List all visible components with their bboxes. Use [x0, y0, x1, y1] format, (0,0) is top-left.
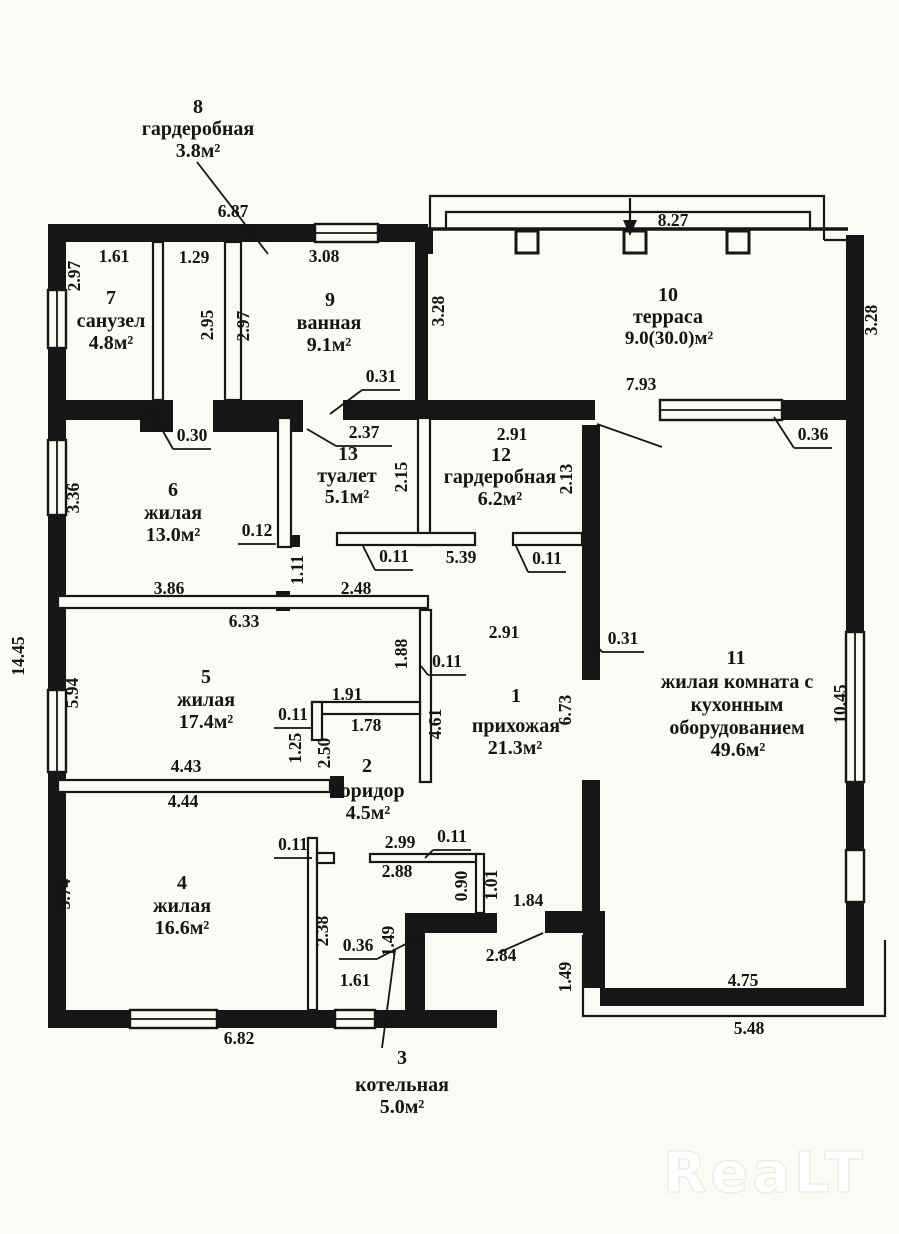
dim-250: 2.50	[314, 737, 334, 769]
room-8-name: гардеробная	[141, 118, 255, 140]
partition	[513, 533, 582, 545]
room-7-number: 7	[106, 287, 116, 309]
room-2-name: коридор	[329, 780, 405, 802]
dim-bottom-width: 6.82	[223, 1028, 255, 1048]
window	[335, 1010, 375, 1028]
partition	[312, 702, 322, 740]
room-7-area: 4.8м²	[88, 332, 134, 354]
dim-shelf-011-b: 0.11	[532, 548, 562, 568]
door-opening	[595, 398, 660, 422]
room-8-area: 3.8м²	[175, 140, 221, 162]
room-4-name: жилая	[152, 895, 212, 917]
terrace-post-left	[424, 228, 433, 254]
window	[130, 1010, 217, 1028]
dim-pier-030: 0.30	[176, 425, 208, 445]
room-10-number: 10	[658, 284, 678, 306]
room-11-name-line2: кухонным	[690, 694, 784, 716]
dim-terrace-top: 8.27	[657, 210, 689, 230]
dim-wall-031-bath: 0.31	[365, 366, 397, 386]
partition	[153, 242, 163, 400]
room-label-6	[144, 479, 202, 546]
wall-segment	[582, 425, 600, 680]
terrace-post	[727, 231, 749, 253]
dim-188: 1.88	[391, 638, 411, 670]
label-leader-boiler	[382, 950, 395, 1048]
room-12-name: гардеробная	[443, 466, 557, 488]
room-6-area: 13.0м²	[145, 524, 201, 546]
wall-segment	[582, 780, 600, 913]
room-1-name: прихожая	[471, 715, 561, 737]
dim-125: 1.25	[285, 732, 305, 764]
room-13-name: туалет	[317, 465, 377, 487]
room-13-area: 5.1м²	[324, 486, 370, 508]
dim-386: 3.86	[153, 578, 185, 598]
wall-segment	[545, 911, 605, 933]
dim-191: 1.91	[331, 684, 363, 704]
dim-011-room4: 0.11	[278, 834, 308, 854]
room-4-area: 16.6м²	[154, 917, 210, 939]
dim-444: 4.44	[167, 791, 199, 811]
dim-room11-right: 10.45	[830, 684, 850, 724]
dim-011-boiler: 0.11	[437, 826, 467, 846]
room-6-name: жилая	[143, 502, 203, 524]
terrace-corner	[846, 235, 864, 252]
room-11-number: 11	[726, 647, 746, 669]
dim-461: 4.61	[425, 708, 445, 740]
room-6-number: 6	[168, 479, 178, 501]
dim-leader	[774, 417, 794, 448]
dim-184: 1.84	[512, 890, 544, 910]
dim-room7-width: 1.61	[98, 246, 130, 266]
dim-011-room5: 0.11	[278, 704, 308, 724]
dim-wall-031-hall: 0.31	[607, 628, 639, 648]
room-label-11	[661, 647, 814, 761]
room-label-4	[153, 872, 211, 939]
dim-terrace-left: 3.28	[428, 295, 448, 327]
room-3-area: 5.0м²	[379, 1096, 425, 1118]
dim-room5-top: 6.33	[228, 611, 260, 631]
dim-room6-left: 3.36	[63, 482, 83, 514]
wall-segment	[415, 242, 428, 400]
partition	[312, 702, 420, 714]
room-label-1	[472, 685, 560, 759]
dim-top-width: 6.87	[217, 201, 249, 221]
room-2-number: 2	[362, 755, 372, 777]
dim-090: 0.90	[451, 870, 471, 902]
room-label-2	[329, 755, 404, 824]
dim-036-terrace: 0.36	[797, 424, 829, 444]
room-10-name: терраса	[632, 306, 704, 328]
terrace-post	[516, 231, 538, 253]
dim-299: 2.99	[384, 832, 416, 852]
door-swing	[597, 424, 662, 447]
dim-hall-539: 5.39	[445, 547, 477, 567]
room-9-name: ванная	[296, 312, 362, 334]
room-12-number: 12	[491, 444, 511, 466]
wall-segment	[600, 988, 864, 1006]
dim-door-111: 1.11	[287, 555, 307, 585]
room-11-area: 49.6м²	[710, 739, 766, 761]
room-label-7	[77, 287, 146, 354]
dim-101: 1.01	[481, 869, 501, 901]
room-11-name-line1: жилая комната с	[660, 671, 814, 693]
dim-room8-height: 2.95	[197, 309, 217, 341]
dim-leader	[307, 429, 336, 446]
room-10-area: 9.0(30.0)м²	[624, 328, 714, 349]
dim-room4-left: 3.74	[54, 878, 74, 910]
room-label-12	[444, 444, 557, 510]
dim-hall-right: 6.73	[555, 694, 575, 726]
room-3-name: котельная	[355, 1074, 449, 1096]
partition	[317, 853, 334, 863]
dim-room7-height: 2.97	[64, 260, 84, 292]
partition	[418, 418, 430, 545]
wall-segment	[405, 933, 425, 1010]
dim-161-bottom: 1.61	[339, 970, 371, 990]
wall-segment	[140, 420, 173, 432]
partition	[278, 418, 291, 547]
room-label-13	[317, 443, 377, 508]
room-5-number: 5	[201, 666, 211, 688]
room-12-area: 6.2м²	[477, 488, 523, 510]
room-label-3	[355, 1047, 449, 1118]
dim-288: 2.88	[381, 861, 413, 881]
dim-036-boiler: 0.36	[342, 935, 374, 955]
wall-segment	[405, 913, 497, 933]
room-3-number: 3	[397, 1047, 407, 1069]
door-opening	[303, 398, 343, 422]
wall-segment	[48, 1010, 497, 1028]
window	[846, 850, 864, 902]
room-5-name: жилая	[176, 689, 236, 711]
partition	[420, 610, 431, 782]
dim-room12-height: 2.13	[556, 463, 576, 495]
room-7-name: санузел	[76, 310, 146, 332]
dim-room13-height: 2.15	[391, 461, 411, 493]
dim-room8-width: 1.29	[178, 247, 210, 267]
room-2-area: 4.5м²	[345, 802, 391, 824]
partition	[58, 596, 428, 608]
room-13-number: 13	[338, 443, 358, 465]
window	[48, 290, 66, 348]
dim-terrace-right: 3.28	[861, 304, 881, 336]
dim-248: 2.48	[340, 578, 372, 598]
dim-leader	[516, 546, 528, 572]
room-label-8	[142, 96, 255, 162]
dim-terrace-bottom: 7.93	[625, 374, 657, 394]
dim-room9-height: 2.97	[233, 310, 253, 342]
room-9-number: 9	[325, 289, 335, 311]
room-5-area: 17.4м²	[178, 711, 234, 733]
wall-segment	[583, 933, 605, 988]
dim-011-hall: 0.11	[432, 651, 462, 671]
dim-149-boiler: 1.49	[378, 925, 398, 957]
dim-room12-width: 2.91	[496, 424, 528, 444]
room-1-number: 1	[511, 685, 521, 707]
terrace-post	[624, 231, 646, 253]
dim-leader	[363, 546, 375, 570]
window	[315, 224, 378, 242]
dim-hall-291: 2.91	[488, 622, 520, 642]
window	[660, 400, 782, 420]
room-8-number: 8	[193, 96, 203, 118]
dim-room13-width: 2.37	[348, 422, 380, 442]
dim-house-left: 14.45	[8, 636, 28, 676]
dim-porch-inner: 4.75	[727, 970, 759, 990]
dim-284: 2.84	[485, 945, 517, 965]
room-label-10	[625, 284, 714, 349]
terrace-outline	[426, 196, 864, 253]
dim-shelf-011-a: 0.11	[379, 546, 409, 566]
room-11-name-line3: оборудованием	[669, 717, 805, 739]
room-1-area: 21.3м²	[487, 737, 543, 759]
realt-watermark: ReaLT	[663, 1141, 867, 1206]
dim-wall-012: 0.12	[241, 520, 273, 540]
room-label-5	[177, 666, 235, 733]
dim-porch-outer: 5.48	[733, 1018, 765, 1038]
dim-room9-width: 3.08	[308, 246, 340, 266]
door-opening	[173, 398, 213, 422]
partition	[337, 533, 475, 545]
dim-443: 4.43	[170, 756, 202, 776]
dim-238: 2.38	[312, 915, 332, 947]
room-9-area: 9.1м²	[306, 334, 352, 356]
room-label-9	[297, 289, 362, 356]
dim-149-entry: 1.49	[555, 961, 575, 993]
room-4-number: 4	[177, 872, 187, 894]
dim-room5-left: 5.94	[62, 677, 82, 709]
dim-178: 1.78	[350, 715, 382, 735]
